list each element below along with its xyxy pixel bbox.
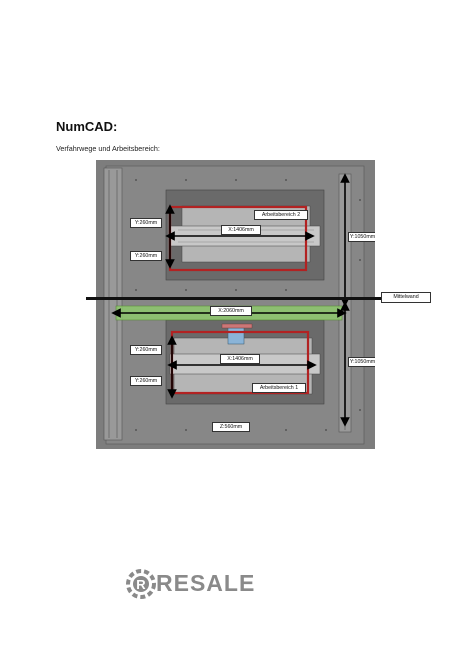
label-y-top-a: Y:260mm — [130, 218, 162, 228]
label-area-1: Arbeitsbereich 1 — [252, 383, 306, 393]
mittelwand-line — [86, 297, 382, 300]
cad-drawing-svg — [96, 160, 375, 449]
label-x-top: X:1406mm — [221, 225, 261, 235]
label-x-bottom: X:1406mm — [220, 354, 260, 364]
blue-unit — [228, 328, 244, 344]
logo-text: RESALE — [156, 570, 256, 596]
label-y-right-bottom: Y:1050mm — [349, 359, 375, 365]
label-area-2: Arbeitsbereich 2 — [254, 210, 308, 220]
label-z: Z:560mm — [212, 422, 250, 432]
label-mittelwand: Mittelwand — [381, 292, 431, 303]
svg-text:R: R — [136, 577, 146, 592]
label-y-bot-a: Y:260mm — [130, 345, 162, 355]
page-title: NumCAD: — [56, 119, 118, 134]
label-y-right-top: Y:1050mm — [349, 234, 375, 240]
left-rail — [104, 168, 122, 440]
label-y-top-b: Y:260mm — [130, 251, 162, 261]
label-x-full: X:2060mm — [210, 306, 252, 316]
cad-drawing — [96, 160, 375, 449]
gear-r-icon — [126, 564, 156, 604]
resale-logo — [126, 564, 256, 604]
label-y-bot-b: Y:260mm — [130, 376, 162, 386]
page-subtitle: Verfahrwege und Arbeitsbereich: — [56, 144, 160, 153]
